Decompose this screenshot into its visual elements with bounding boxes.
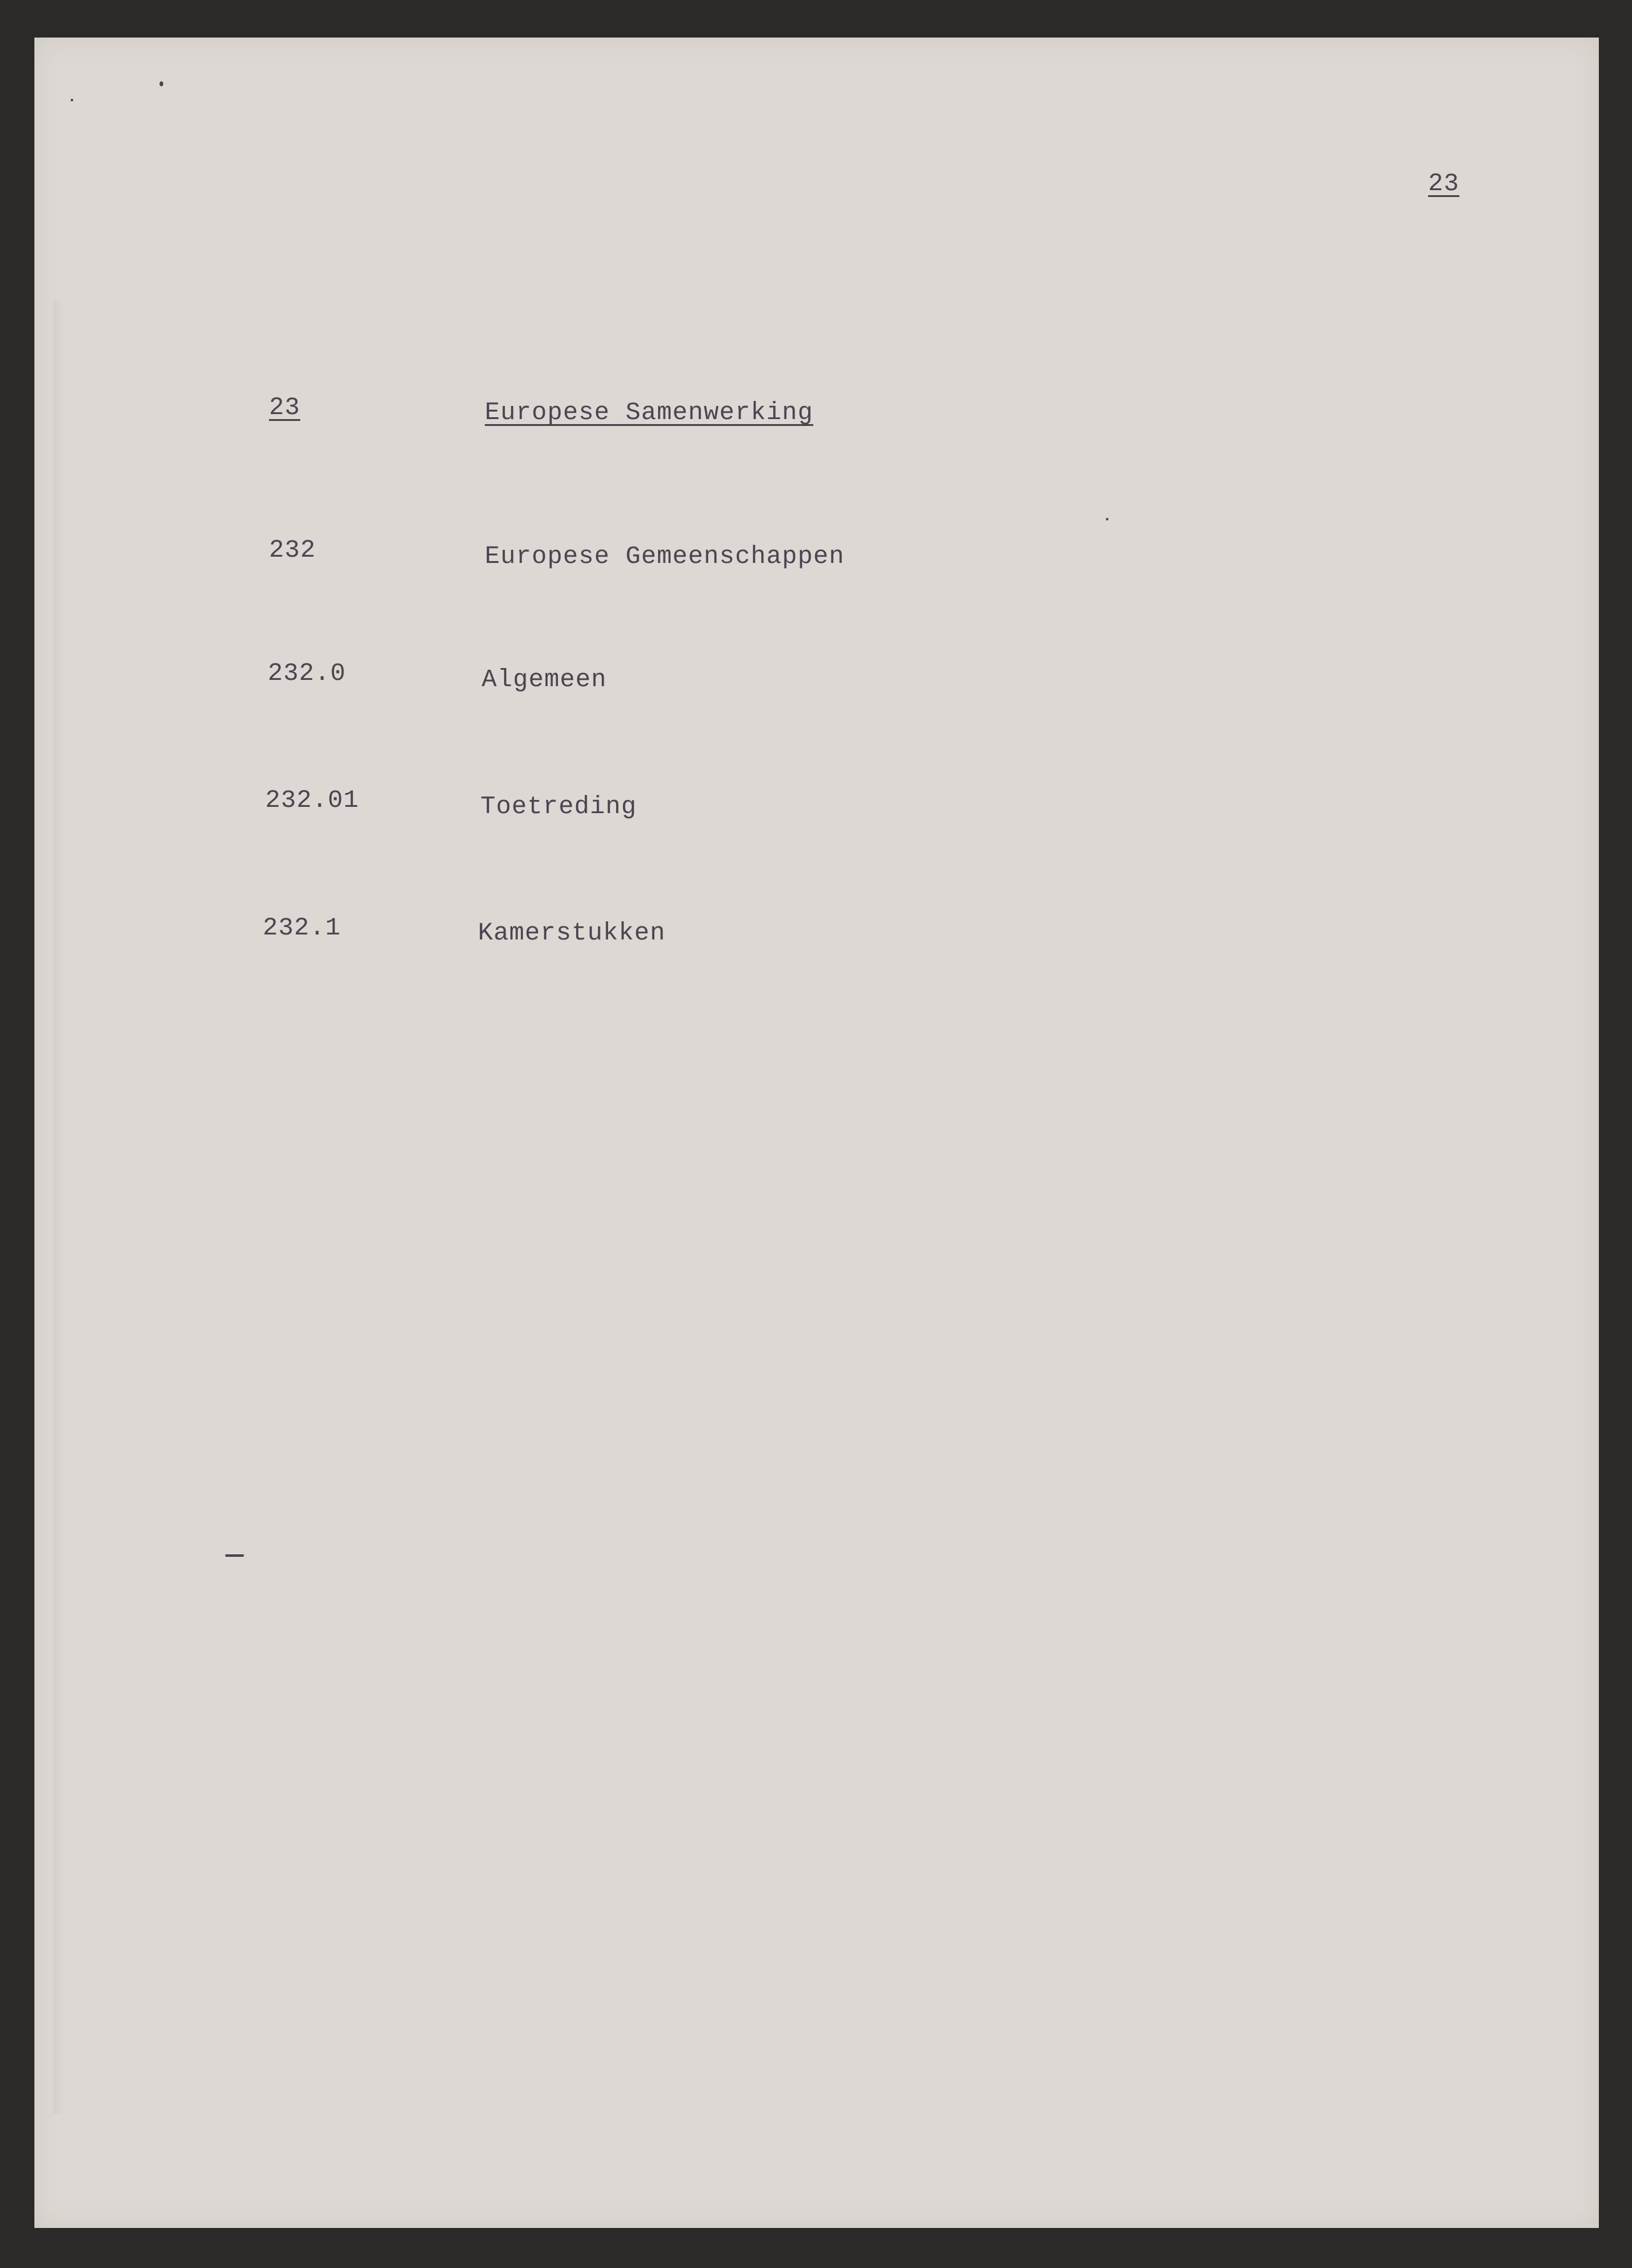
section-code: 23 xyxy=(269,394,301,422)
entry-title: Toetreding xyxy=(480,793,637,821)
ink-mark xyxy=(225,1554,244,1557)
entry-code: 232.1 xyxy=(263,914,342,943)
entry-title: Europese Gemeenschappen xyxy=(485,543,845,571)
entry-code: 232.0 xyxy=(268,660,347,688)
entry-title: Algemeen xyxy=(482,666,607,694)
section-title: Europese Samenwerking xyxy=(485,399,814,427)
entry-code: 232.01 xyxy=(265,787,360,815)
entry-code: 232 xyxy=(269,537,317,565)
ink-speck xyxy=(1106,518,1108,520)
ink-speck xyxy=(160,81,163,86)
page-number: 23 xyxy=(1428,170,1460,198)
ink-speck xyxy=(71,99,73,101)
entry-title: Kamerstukken xyxy=(478,919,666,948)
document-page xyxy=(34,38,1599,2228)
